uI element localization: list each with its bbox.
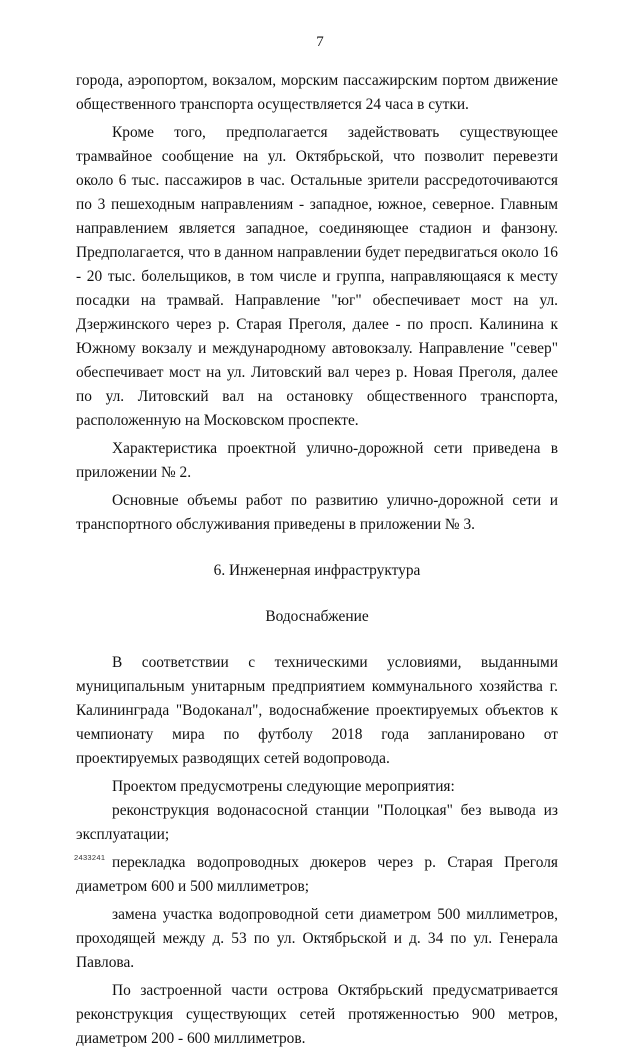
paragraph-road-network-appendix-2: Характеристика проектной улично-дорожной сети приведена в приложении № 2. bbox=[76, 440, 558, 481]
paragraph-measure-dukers: перекладка водопроводных дюкеров через р. Старая Преголя диаметром 600 и 500 миллиметров; bbox=[76, 854, 558, 895]
paragraph-water-supply-conditions: В соответствии с техническими условиями, выданными муниципальным унитарным предприятием коммунального хозяйства г. Калининграда "Водоканал", водоснабжение проектируемых объектов к чемпионату мира по футболу 2018 года запланировано от проектируемых разводящих сетей водопровода. bbox=[76, 654, 558, 767]
paragraph-transport-continuation: города, аэропортом, вокзалом, морским пассажирским портом движение общественного транспорта осуществляется 24 часа в сутки. bbox=[76, 72, 558, 113]
paragraph-measure-pump-station: реконструкция водонасосной станции "Полоцкая" без вывода из эксплуатации; bbox=[76, 802, 558, 843]
document-code: 2433241 bbox=[74, 853, 106, 862]
paragraph-tram-and-pedestrian-routes: Кроме того, предполагается задействовать существующее трамвайное сообщение на ул. Октябрьской, что позволит перевезти около 6 тыс. пассажиров в час. Остальные зрители рассредоточиваются по 3 пешеходным направлениям - западное, южное, северное. Главным направлением является западное, соединяющее стадион и фанзону. Предполагается, что в данном направлении будет передвигаться около 16 - 20 тыс. болельщиков, в том числе и группа, направляющаяся к месту посадки на трамвай. Направление "юг" обеспечивает мост на ул. Дзержинского через р. Старая Преголя, далее - по просп. Калинина к Южному вокзалу и международному автовокзалу. Направление "север" обеспечивает мост на ул. Литовский вал через р. Новая Преголя, далее по ул. Литовский вал на остановку общественного транспорта, расположенную на Московском проспекте. bbox=[76, 124, 558, 429]
subsection-heading: Водоснабжение bbox=[265, 608, 369, 625]
paragraph-measure-pipe-replacement: замена участка водопроводной сети диаметром 500 миллиметров, проходящей между д. 53 по ул. Октябрьской и д. 34 по ул. Генерала Павлова. bbox=[76, 906, 558, 971]
paragraph-island-reconstruction: По застроенной части острова Октябрьский предусматривается реконструкция существующих сетей протяженностью 900 метров, диаметром 200 - 600 миллиметров. bbox=[76, 982, 558, 1047]
page-number: 7 bbox=[316, 34, 324, 50]
paragraph-works-appendix-3: Основные объемы работ по развитию улично-дорожной сети и транспортного обслуживания приведены в приложении № 3. bbox=[76, 492, 558, 533]
document-body bbox=[76, 69, 558, 1051]
section-heading: 6. Инженерная инфраструктура bbox=[213, 562, 421, 579]
paragraph-measures-intro: Проектом предусмотрены следующие мероприятия: bbox=[112, 778, 455, 795]
